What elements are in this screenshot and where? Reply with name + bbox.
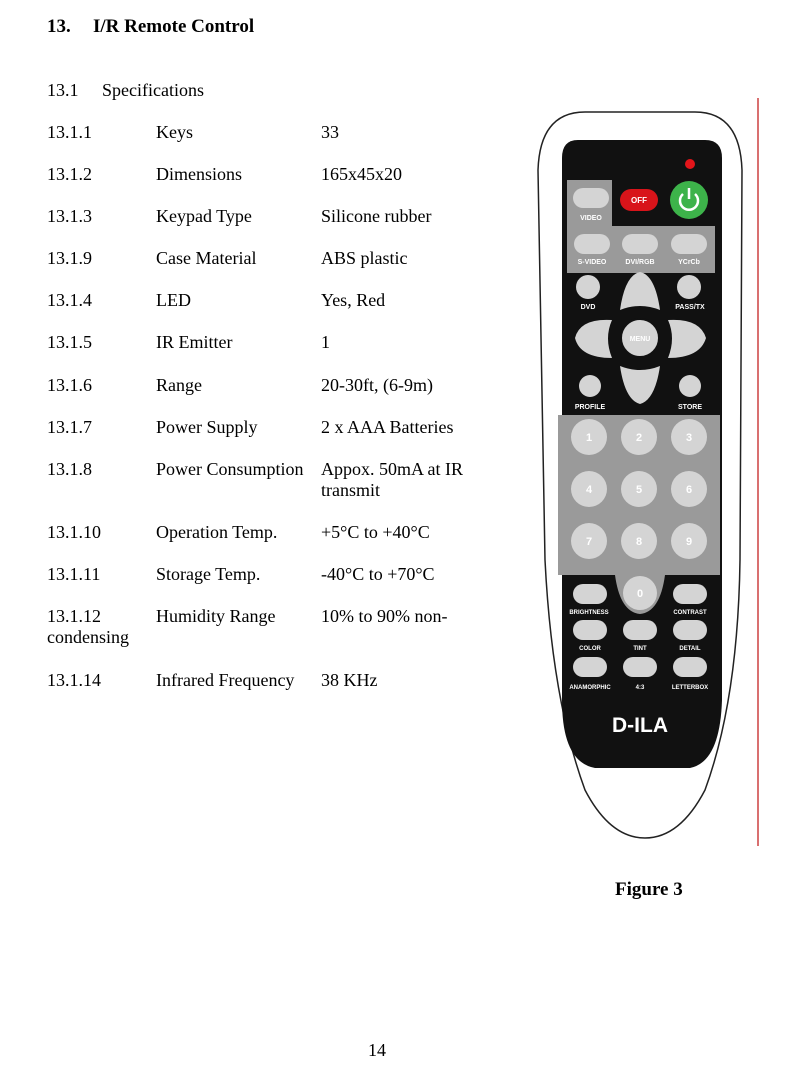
store-button[interactable] xyxy=(679,375,701,397)
digit-8-label: 8 xyxy=(635,536,643,548)
spec-id: 13.1.2 xyxy=(47,164,92,184)
brightness-label: BRIGHTNESS xyxy=(569,610,609,616)
spec-name: LED xyxy=(156,290,191,310)
pass-tx-button[interactable] xyxy=(677,275,701,299)
dvd-label: DVD xyxy=(580,304,596,311)
spec-value: +5°C to +40°C xyxy=(321,522,430,542)
spec-value: Silicone rubber xyxy=(321,206,432,226)
spec-name: Infrared Frequency xyxy=(156,670,295,690)
tint-button[interactable] xyxy=(623,620,657,640)
spec-id: 13.1.6 xyxy=(47,375,92,395)
pass-tx-label: PASS/TX xyxy=(675,304,705,311)
section-heading xyxy=(47,16,254,38)
spec-name: Case Material xyxy=(156,248,257,268)
spec-name: Range xyxy=(156,375,202,395)
spec-value: 2 x AAA Batteries xyxy=(321,417,454,437)
spec-value: ABS plastic xyxy=(321,248,408,268)
spec-id: 13.1.7 xyxy=(47,417,92,437)
spec-value: 1 xyxy=(321,332,330,352)
video-label: VIDEO xyxy=(580,215,602,222)
spec-name: Power Supply xyxy=(156,417,258,437)
profile-label: PROFILE xyxy=(574,404,606,411)
digit-9-label: 9 xyxy=(685,536,693,548)
dvd-button[interactable] xyxy=(576,275,600,299)
spec-id: 13.1.3 xyxy=(47,206,92,226)
spec-name: Storage Temp. xyxy=(156,564,261,584)
spec-id: 13.1.8 xyxy=(47,459,92,479)
spec-id: 13.1.5 xyxy=(47,332,92,352)
tint-label: TINT xyxy=(633,646,647,652)
spec-name: Dimensions xyxy=(156,164,243,184)
digit-4-label: 4 xyxy=(585,484,593,496)
aspect-4-3-label: 4:3 xyxy=(635,685,645,691)
ycrcb-label: YCrCb xyxy=(678,259,700,266)
dvi-rgb-label: DVI/RGB xyxy=(625,259,655,266)
contrast-button[interactable] xyxy=(673,584,707,604)
subsection-title: Specifications xyxy=(102,80,204,100)
spec-id: 13.1.1 xyxy=(47,122,92,142)
color-button[interactable] xyxy=(573,620,607,640)
spec-name: Power Consumption xyxy=(156,459,304,479)
spec-value: 38 KHz xyxy=(321,670,378,690)
spec-name: Operation Temp. xyxy=(156,522,278,542)
spec-name: Keypad Type xyxy=(156,206,252,226)
brightness-button[interactable] xyxy=(573,584,607,604)
digit-6-label: 6 xyxy=(685,484,693,496)
spec-id: 13.1.10 xyxy=(47,522,101,542)
digit-0-label: 0 xyxy=(636,588,644,600)
spec-id: 13.1.4 xyxy=(47,290,92,310)
subsection-heading xyxy=(47,80,204,101)
section-title: I/R Remote Control xyxy=(93,16,255,37)
off-label: OFF xyxy=(631,196,647,205)
svideo-button[interactable] xyxy=(574,234,610,254)
digit-1-label: 1 xyxy=(585,432,593,444)
digit-2-label: 2 xyxy=(635,432,643,444)
figure-caption: Figure 3 xyxy=(615,879,683,900)
detail-label: DETAIL xyxy=(679,646,701,652)
spec-id: 13.1.11 xyxy=(47,564,101,584)
spec-id: 13.1.9 xyxy=(47,248,92,268)
anamorphic-button[interactable] xyxy=(573,657,607,677)
section-number: 13. xyxy=(47,16,71,37)
spec-value: 33 xyxy=(321,122,339,142)
svideo-label: S-VIDEO xyxy=(577,259,607,266)
spec-value: 165x45x20 xyxy=(321,164,402,184)
letterbox-label: LETTERBOX xyxy=(671,685,709,691)
remote-control-figure xyxy=(525,100,755,845)
letterbox-button[interactable] xyxy=(673,657,707,677)
ycrcb-button[interactable] xyxy=(671,234,707,254)
spec-value-continuation: condensing xyxy=(47,627,129,647)
spec-value: 20-30ft, (6-9m) xyxy=(321,375,433,395)
spec-value: -40°C to +70°C xyxy=(321,564,435,584)
led-indicator xyxy=(685,159,695,169)
digit-5-label: 5 xyxy=(635,484,643,496)
profile-button[interactable] xyxy=(579,375,601,397)
spec-value: Yes, Red xyxy=(321,290,386,310)
spec-id: 13.1.14 xyxy=(47,670,101,690)
brand-logo: D-ILA xyxy=(612,714,668,737)
spec-name: IR Emitter xyxy=(156,332,233,352)
contrast-label: CONTRAST xyxy=(673,610,707,616)
figure-border-line xyxy=(757,98,759,846)
detail-button[interactable] xyxy=(673,620,707,640)
spec-name: Humidity Range xyxy=(156,606,276,626)
digit-3-label: 3 xyxy=(685,432,693,444)
store-label: STORE xyxy=(678,404,702,411)
menu-label: MENU xyxy=(629,336,651,343)
subsection-number: 13.1 xyxy=(47,80,79,100)
color-label: COLOR xyxy=(579,646,601,652)
dvi-rgb-button[interactable] xyxy=(622,234,658,254)
video-button[interactable] xyxy=(573,188,609,208)
power-button[interactable] xyxy=(670,181,708,219)
digit-7-label: 7 xyxy=(585,536,593,548)
page-number: 14 xyxy=(368,1040,386,1060)
aspect-4-3-button[interactable] xyxy=(623,657,657,677)
spec-value: Appox. 50mA at IR transmit xyxy=(321,459,463,500)
spec-value: 10% to 90% non- xyxy=(321,606,448,626)
spec-name: Keys xyxy=(156,122,193,142)
anamorphic-label: ANAMORPHIC xyxy=(569,685,611,691)
spec-id: 13.1.12 xyxy=(47,606,101,626)
